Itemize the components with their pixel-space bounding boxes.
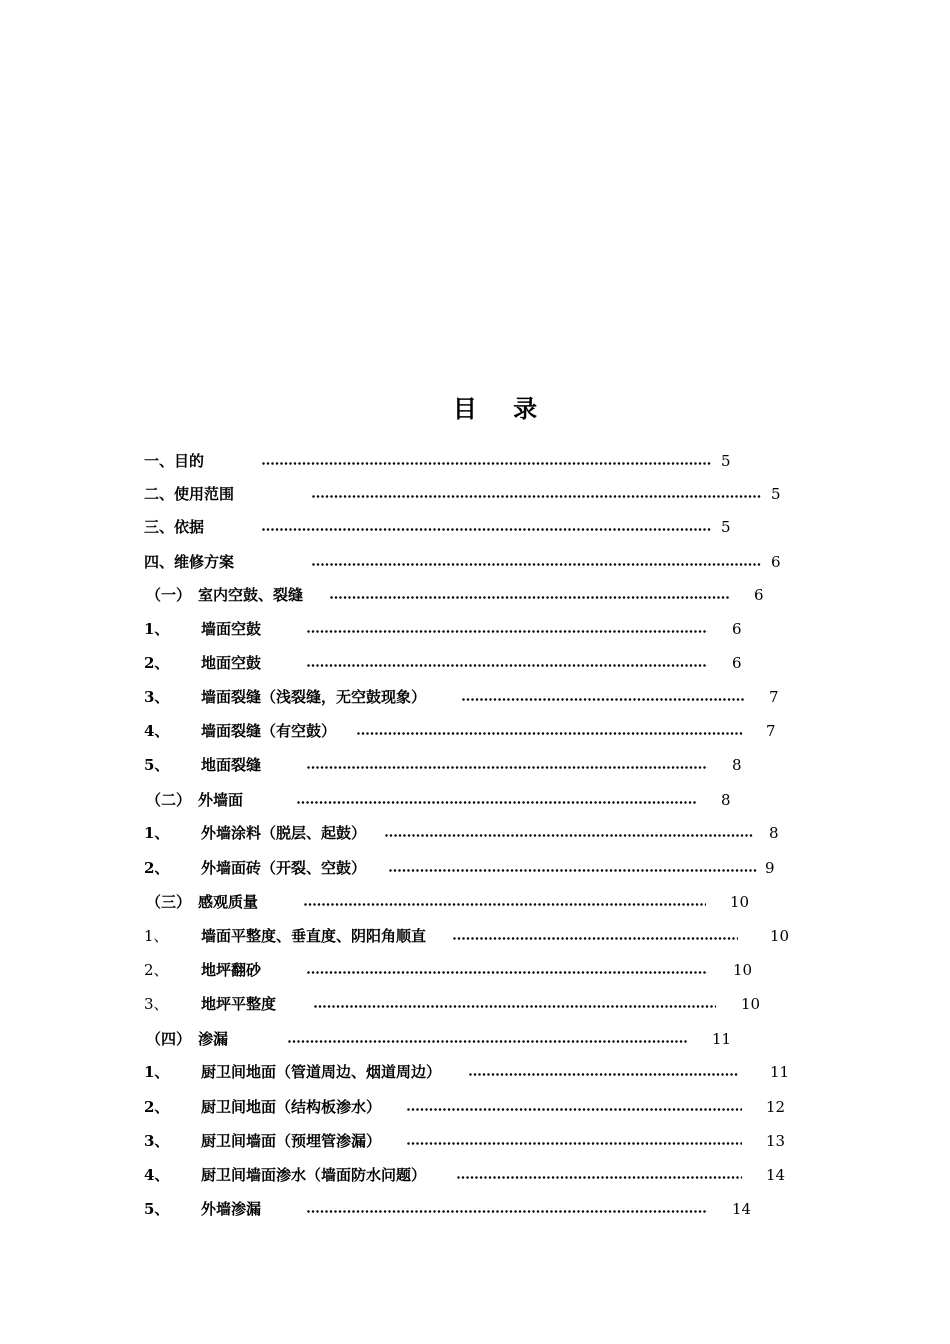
toc-entry-text: 地面空鼓	[201, 654, 262, 672]
toc-entry-page: 6	[732, 654, 742, 672]
toc-entry	[0, 1095, 950, 1119]
toc-entry-page: 14	[766, 1166, 786, 1184]
toc-entry	[0, 992, 950, 1016]
toc-entry-text: 外墙面砖（开裂、空鼓）	[201, 859, 367, 877]
toc-entry-page: 8	[721, 791, 731, 809]
toc-title: 目 录	[452, 394, 552, 423]
toc-entry-number: 1、	[144, 620, 170, 638]
toc-entry-text: 一、目的	[144, 452, 205, 470]
toc-entry-text: 渗漏	[198, 1030, 229, 1048]
toc-entry	[0, 821, 950, 845]
toc-dot-leader	[330, 583, 730, 607]
toc-entry-number: 2、	[144, 1098, 170, 1116]
toc-entry-text: 地面裂缝	[201, 756, 262, 774]
toc-entry-text: 室内空鼓、裂缝	[198, 586, 304, 604]
toc-entry	[0, 753, 950, 777]
toc-dot-leader	[462, 685, 745, 709]
toc-entry	[0, 719, 950, 743]
toc-entry-number: 1、	[144, 824, 170, 842]
toc-dot-leader	[407, 1095, 742, 1119]
toc-dot-leader	[307, 651, 708, 675]
toc-entry-number: 3、	[144, 995, 169, 1013]
toc-entry-number: 2、	[144, 859, 170, 877]
toc-entry-number: 2、	[144, 961, 169, 979]
toc-entry	[0, 1197, 950, 1221]
toc-entry	[0, 958, 950, 982]
toc-entry	[0, 1027, 950, 1051]
toc-entry-number: （二）	[146, 791, 192, 809]
toc-dot-leader	[357, 719, 742, 743]
toc-entry-page: 9	[765, 859, 775, 877]
toc-entry-number: 3、	[144, 688, 170, 706]
toc-entry-text: 感观质量	[198, 893, 259, 911]
toc-entry-page: 5	[721, 452, 731, 470]
toc-entry-text: 外墙渗漏	[201, 1200, 262, 1218]
toc-entry-number: 1、	[144, 1063, 170, 1081]
toc-entry-text: 墙面裂缝（有空鼓）	[201, 722, 337, 740]
toc-dot-leader	[469, 1060, 738, 1084]
toc-entry	[0, 1163, 950, 1187]
toc-entry	[0, 482, 950, 506]
toc-entry-text: 厨卫间墙面（预埋管渗漏）	[201, 1132, 382, 1150]
toc-entry	[0, 685, 950, 709]
toc-entry	[0, 856, 950, 880]
toc-entry	[0, 583, 950, 607]
toc-entry-text: 厨卫间墙面渗水（墙面防水问题）	[201, 1166, 427, 1184]
toc-entry-page: 12	[766, 1098, 786, 1116]
toc-dot-leader	[389, 856, 758, 880]
toc-entry-number: 5、	[144, 1200, 170, 1218]
toc-dot-leader	[312, 550, 762, 574]
toc-dot-leader	[307, 617, 708, 641]
toc-entry-page: 10	[770, 927, 790, 945]
toc-entry-text: 二、使用范围	[144, 485, 235, 503]
toc-entry	[0, 890, 950, 914]
toc-entry-number: （一）	[146, 586, 192, 604]
toc-entry-text: 外墙面	[198, 791, 244, 809]
toc-entry-text: 厨卫间地面（管道周边、烟道周边）	[201, 1063, 442, 1081]
toc-entry-text: 墙面空鼓	[201, 620, 262, 638]
toc-dot-leader	[297, 788, 697, 812]
toc-entry	[0, 550, 950, 574]
toc-entry-text: 外墙涂料（脱层、起鼓）	[201, 824, 367, 842]
toc-entry	[0, 1129, 950, 1153]
toc-entry-page: 6	[771, 553, 781, 571]
toc-entry-page: 6	[754, 586, 764, 604]
toc-entry-page: 10	[741, 995, 761, 1013]
toc-dot-leader	[262, 449, 712, 473]
toc-entry-page: 11	[770, 1063, 790, 1081]
toc-dot-leader	[453, 924, 738, 948]
toc-entry-text: 三、依据	[144, 518, 205, 536]
toc-entry-page: 13	[766, 1132, 786, 1150]
toc-dot-leader	[314, 992, 716, 1016]
toc-entry-page: 14	[732, 1200, 752, 1218]
toc-entry	[0, 515, 950, 539]
toc-entry-text: 地坪平整度	[201, 995, 277, 1013]
toc-dot-leader	[307, 958, 708, 982]
toc-entry-page: 7	[769, 688, 779, 706]
toc-entry-text: 厨卫间地面（结构板渗水）	[201, 1098, 382, 1116]
toc-entry-page: 10	[733, 961, 753, 979]
toc-dot-leader	[312, 482, 762, 506]
toc-entry-number: 1、	[144, 927, 169, 945]
toc-entry-page: 7	[766, 722, 776, 740]
toc-dot-leader	[385, 821, 754, 845]
toc-entry-page: 5	[771, 485, 781, 503]
toc-entry-text: 墙面平整度、垂直度、阴阳角顺直	[201, 927, 427, 945]
toc-entry-page: 8	[769, 824, 779, 842]
toc-entry-number: 2、	[144, 654, 170, 672]
toc-entry-page: 6	[732, 620, 742, 638]
toc-entry-number: （四）	[146, 1030, 192, 1048]
toc-entry-number: 5、	[144, 756, 170, 774]
toc-dot-leader	[307, 1197, 708, 1221]
toc-entry-number: 3、	[144, 1132, 170, 1150]
toc-entry-page: 10	[730, 893, 750, 911]
toc-entry-number: （三）	[146, 893, 192, 911]
toc-entry-page: 11	[712, 1030, 732, 1048]
toc-entry-number: 4、	[144, 1166, 170, 1184]
toc-dot-leader	[262, 515, 712, 539]
toc-entry	[0, 924, 950, 948]
toc-entry-page: 8	[732, 756, 742, 774]
toc-entry-text: 地坪翻砂	[201, 961, 262, 979]
toc-entry	[0, 617, 950, 641]
toc-dot-leader	[304, 890, 706, 914]
toc-dot-leader	[457, 1163, 742, 1187]
toc-dot-leader	[307, 753, 708, 777]
toc-entry	[0, 449, 950, 473]
toc-entry-page: 5	[721, 518, 731, 536]
toc-entry-text: 四、维修方案	[144, 553, 235, 571]
toc-entry-number: 4、	[144, 722, 170, 740]
toc-dot-leader	[407, 1129, 742, 1153]
toc-entry-text: 墙面裂缝（浅裂缝，无空鼓现象）	[201, 688, 427, 706]
toc-entry	[0, 788, 950, 812]
toc-dot-leader	[288, 1027, 688, 1051]
toc-entry	[0, 651, 950, 675]
toc-entry	[0, 1060, 950, 1084]
